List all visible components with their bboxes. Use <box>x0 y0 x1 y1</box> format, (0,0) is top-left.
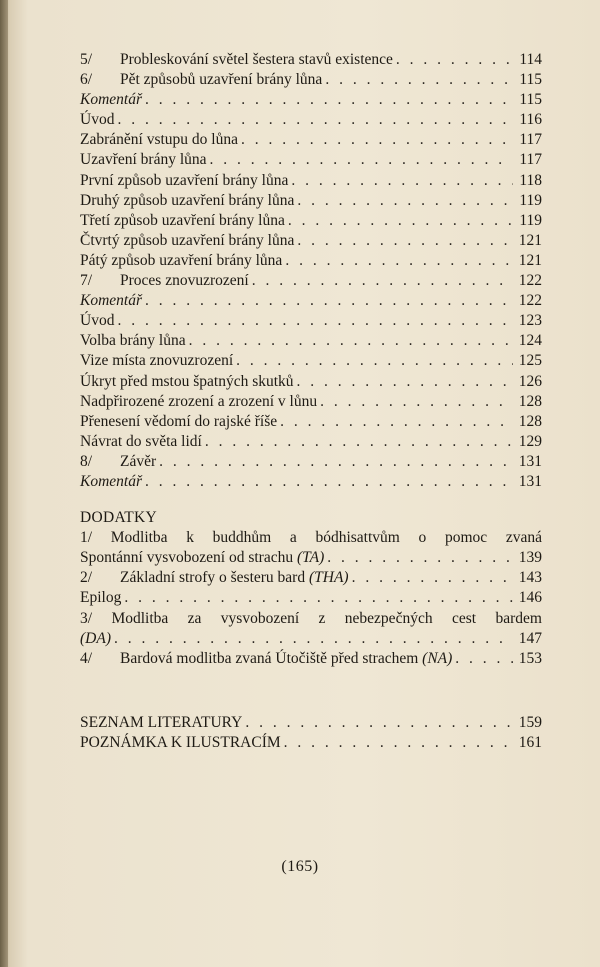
toc-entry <box>80 231 542 251</box>
toc-entry-number: 5/ <box>80 51 93 68</box>
dot-leader <box>285 251 513 271</box>
justified-word: a <box>289 529 297 547</box>
dot-leader <box>159 452 513 472</box>
justified-word: zvaná <box>505 529 542 547</box>
toc-entry-number: 7/ <box>80 272 93 290</box>
toc-page-number: 114 <box>519 51 542 68</box>
justified-word: bardem <box>495 609 542 627</box>
justified-word: pomoc <box>444 529 488 547</box>
dot-leader <box>252 271 513 291</box>
toc-entry-title: SEZNAM LITERATURY <box>80 713 243 731</box>
toc-page-number: 118 <box>519 171 542 189</box>
toc-entry <box>80 50 542 70</box>
toc-entry <box>80 211 542 231</box>
toc-entry <box>80 171 542 191</box>
back-matter-item <box>80 733 542 753</box>
toc-entry-title: Vize místa znovuzrození <box>80 352 234 370</box>
toc-page-number: 147 <box>518 629 542 647</box>
dot-leader <box>114 629 513 649</box>
toc-entry-title: Komentář <box>80 91 142 109</box>
toc-entry <box>80 351 542 371</box>
toc-page-number: 124 <box>518 332 542 350</box>
toc-entry-title: Nadpřirozené zrození a zrození v lůnu <box>80 392 318 410</box>
toc-page-number: 153 <box>518 649 542 667</box>
toc-entry-title: Komentář <box>80 292 142 310</box>
dot-leader <box>241 130 513 150</box>
toc-page-number: 146 <box>518 589 542 607</box>
toc-entry <box>80 191 542 211</box>
toc-page-number: 115 <box>519 71 542 89</box>
justified-word: 3/ <box>80 609 93 627</box>
dot-leader <box>297 191 513 211</box>
toc-page-number: 119 <box>519 211 542 229</box>
justified-word: Modlitba <box>111 609 169 627</box>
toc-entry <box>80 412 542 432</box>
toc-page-number: 131 <box>518 452 542 470</box>
toc-entry <box>80 271 542 291</box>
dot-leader <box>325 70 513 90</box>
justified-word: za <box>187 609 202 627</box>
dot-leader <box>320 392 513 412</box>
dot-leader <box>145 291 513 311</box>
appendix-item-1-line-2 <box>80 548 542 568</box>
toc-page-number: 126 <box>518 372 542 390</box>
toc-page-number: 115 <box>519 91 542 109</box>
toc-entry-title: Třetí způsob uzavření brány lůna <box>80 211 285 229</box>
toc-entry-title: Závěr <box>120 452 157 470</box>
toc-entry <box>80 70 542 90</box>
toc-entry-title: Uzavření brány lůna <box>80 151 207 169</box>
toc-entry-title: Základní strofy o šesteru bard (THA) <box>120 569 349 587</box>
toc-entry <box>80 90 542 110</box>
toc-entry-number: 8/ <box>80 452 93 470</box>
justified-word: cest <box>451 609 477 627</box>
toc-page-number: 139 <box>518 549 542 567</box>
dot-leader <box>288 211 513 231</box>
appendix-heading: DODATKY <box>80 509 158 527</box>
toc-entry-title: První způsob uzavření brány lůna <box>80 171 289 189</box>
dot-leader <box>396 50 513 70</box>
toc-page-number: 117 <box>519 131 542 149</box>
appendix-item-epilog <box>80 588 542 608</box>
justified-word: k <box>186 529 194 547</box>
appendix-item-3-line-2 <box>80 629 542 649</box>
toc-page-number: 143 <box>518 569 542 587</box>
toc-entry-title: Druhý způsob uzavření brány lůna <box>80 191 295 209</box>
toc-entry-title: Návrat do světa lidí <box>80 432 202 450</box>
dot-leader <box>145 90 513 110</box>
toc-page-number: 128 <box>518 392 542 410</box>
justified-word: nebezpečných <box>344 609 433 627</box>
toc-page-number: 117 <box>519 151 542 169</box>
toc-entry-title: Probleskování světel šestera stavů existence <box>120 51 393 68</box>
appendix-item-3-line-1 <box>80 609 542 629</box>
toc-page-number: 116 <box>519 111 542 129</box>
toc-entry-title: Pátý způsob uzavření brány lůna <box>80 251 283 269</box>
toc-page-number: 159 <box>518 713 542 731</box>
toc-entry-number: 4/ <box>80 649 93 667</box>
toc-entry-title: Bardová modlitba zvaná Útočiště před strachem (NA) <box>120 649 453 667</box>
toc-page-number: 128 <box>518 412 542 430</box>
toc-entry-title: Proces znovuzrození <box>120 272 249 290</box>
dot-leader <box>297 372 513 392</box>
toc-entry <box>80 291 542 311</box>
toc-page-number: 123 <box>518 312 542 330</box>
toc-entry-title: Pět způsobů uzavření brány lůna <box>120 71 323 89</box>
dot-leader <box>352 568 513 588</box>
toc-entry-number: 6/ <box>80 71 93 89</box>
appendix-item-1-line-1 <box>80 528 542 548</box>
dot-leader <box>124 588 513 608</box>
toc-page-number: 122 <box>518 292 542 310</box>
toc-entry <box>80 392 542 412</box>
back-matter-list <box>80 713 542 753</box>
toc-entry-title: Spontánní vysvobození od strachu (TA) <box>80 549 325 567</box>
toc-page-number: 119 <box>519 191 542 209</box>
toc-entry-number: 2/ <box>80 569 93 587</box>
dot-leader <box>210 150 513 170</box>
section-spacer <box>80 691 542 713</box>
toc-entry-title: Zabránění vstupu do lůna <box>80 131 238 149</box>
toc-entry-title: Úvod <box>80 312 115 330</box>
dot-leader <box>245 713 513 733</box>
toc-entry-title: Úkryt před mstou špatných skutků <box>80 372 294 390</box>
justified-word: vysvobození <box>220 609 300 627</box>
toc-main-list <box>80 50 542 492</box>
appendix-item-4 <box>80 649 542 669</box>
justified-word: z <box>318 609 326 627</box>
section-spacer <box>80 669 542 691</box>
toc-entry-title: Epilog <box>80 589 122 607</box>
toc-page-number: 131 <box>518 472 542 490</box>
justified-word: o <box>418 529 427 547</box>
toc-entry <box>80 130 542 150</box>
dot-leader <box>297 231 513 251</box>
dot-leader <box>117 110 513 130</box>
toc-entry-title: Volba brány lůna <box>80 332 186 350</box>
appendix-item-2 <box>80 568 542 588</box>
book-gutter <box>0 0 8 967</box>
toc-entry-title: Přenesení vědomí do rajské říše <box>80 412 278 430</box>
toc-entry <box>80 331 542 351</box>
toc-entry <box>80 452 542 472</box>
dot-leader <box>117 311 513 331</box>
justified-word: buddhům <box>212 529 272 547</box>
dot-leader <box>236 351 513 371</box>
toc-entry <box>80 372 542 392</box>
toc-entry <box>80 251 542 271</box>
justified-word: bódhisattvům <box>315 529 400 547</box>
toc-entry <box>80 472 542 492</box>
dot-leader <box>189 331 513 351</box>
back-matter-item <box>80 713 542 733</box>
toc-page-number: 121 <box>518 231 542 249</box>
toc-entry-title: POZNÁMKA K ILUSTRACÍM <box>80 733 281 751</box>
toc-page-number: 125 <box>518 352 542 370</box>
toc-page-number: 122 <box>518 272 542 290</box>
toc-entry <box>80 110 542 130</box>
dot-leader <box>284 733 513 753</box>
dot-leader <box>455 649 513 669</box>
toc-entry <box>80 432 542 452</box>
toc-entry-title: (DA) <box>80 629 111 647</box>
toc-entry <box>80 311 542 331</box>
dot-leader <box>205 432 513 452</box>
dot-leader <box>145 472 513 492</box>
toc-page-number: 121 <box>518 251 542 269</box>
toc-entry-title: Čtvrtý způsob uzavření brány lůna <box>80 231 295 249</box>
dot-leader <box>291 171 513 191</box>
appendix-list <box>80 528 542 669</box>
dot-leader <box>280 412 513 432</box>
table-of-contents <box>80 50 542 753</box>
justified-word: Modlitba <box>110 529 168 547</box>
dot-leader <box>327 548 513 568</box>
toc-page-number: 129 <box>518 432 542 450</box>
page-number: (165) <box>281 858 319 875</box>
toc-entry-title: Úvod <box>80 111 115 129</box>
toc-entry <box>80 150 542 170</box>
justified-word: 1/ <box>80 529 93 547</box>
toc-entry-title: Komentář <box>80 472 142 490</box>
toc-page-number: 161 <box>518 733 542 751</box>
